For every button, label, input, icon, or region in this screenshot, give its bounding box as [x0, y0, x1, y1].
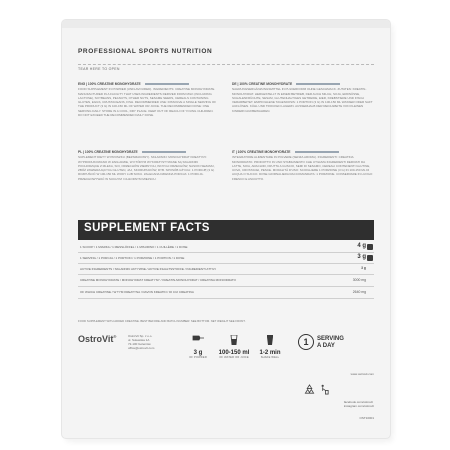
product-code: OST10001 [359, 416, 374, 420]
step-caption: OF WATER OR JUICE [219, 356, 249, 359]
step-caption: OF POWDER [189, 356, 207, 359]
footer-note: FOOD SUPPLEMENT WITH ADDED CREATINE. BEST BEFORE AND BATCH NUMBER: SEE BOTTOM. NET WEIGHT SEE FRONT. [78, 319, 246, 323]
address-line: 72-100 Goleniów [128, 342, 151, 346]
logo-text: OstroVit [78, 334, 114, 344]
bottom-strip [78, 332, 374, 372]
serving2-row [78, 253, 374, 264]
tear-instruction: TEAR HERE TO OPEN [78, 67, 120, 71]
social-links [344, 400, 374, 408]
top-seal [62, 20, 390, 28]
company-address [128, 334, 154, 350]
step-value: 3 g [193, 350, 203, 356]
lang-bar [145, 83, 189, 85]
facts-title: SUPPLEMENT FACTS [84, 222, 210, 234]
product-pouch [62, 20, 390, 438]
column-body: INTEGRATORE ALIMENTARE IN POLVERE (SENZA AROMA). INGREDIENTI: CREATINA MONOIDRATO. PRODOTTO IN UNO STABILIMENTO CHE UTILIZZA INGREDIENTI DERIVATI DA LATTE, SOIA, ARACHIDI, FRUTTA A GUSCIO, SEMI DI SESAMO, CEREALI CONTENENTI GLUTINE, UOVA, CROSTACEI, PESCE. MODALITÀ D'USO: SCIOGLIERE 1 PORZIONE (3 G) IN 100-150 ML DI ACQUA O SUCCO. DOSE GIORNALIERA RACCOMANDATA: 1 PORZIONE. CONSERVARE IN LUOGO FRESCO E ASCIUTTO. [232, 155, 373, 181]
social-instagram: instagram.com/ostrovit [343, 404, 374, 408]
of-which-label: OF WHICH CREATINE / W TYM KREATYNA / DAVON KREATIN / DI CUI CREATINA [80, 290, 194, 294]
serving-day-line2: A DAY [317, 343, 335, 349]
column-heading: IT | 100% CREATINE MONOHYDRATE [232, 150, 291, 154]
lang-bar [296, 83, 340, 85]
serving-day-line1: SERVING [317, 336, 344, 342]
serving-day-text [317, 336, 344, 350]
lang-bar [295, 151, 339, 153]
serving2-row-value: 3 g [357, 254, 366, 260]
ingredient-label: CREATINE MONOHYDRATE / MONOHYDRAT KREATYNY / KREATIN-MONOHYDRAT / CREATINA MONOIDRATO [80, 278, 237, 282]
step-shake [254, 332, 286, 359]
scoop-icon [192, 335, 204, 345]
lang-bar [142, 151, 186, 153]
address-line: OstroVit Sp. z o.o. [128, 334, 153, 338]
shaker-icon [264, 335, 276, 345]
label-column-eng [78, 82, 218, 146]
active-header-label: ACTIVE INGREDIENTS / SKŁADNIKI AKTYWNE / AKTIVE INHALTSSTOFFE / INGREDIENTI ATTIVI [80, 267, 216, 271]
serving-count: 1 [298, 334, 314, 350]
tear-line [78, 64, 374, 65]
serving2-row-label: 1 SERVING / 1 PORCJA / 1 PORTION / 1 PORZIONE / 1 PORTION / 1 DOSE [80, 256, 185, 260]
serving-row [78, 242, 374, 253]
brand-tagline: PROFESSIONAL SPORTS NUTRITION [78, 48, 213, 55]
ingredient-row [78, 276, 374, 287]
logo-tm: ® [113, 334, 117, 339]
step-caption: SHAKE WELL [260, 356, 280, 359]
brand-logo [78, 334, 116, 344]
per-serving-label: 3 g [361, 266, 366, 270]
column-body: NAHRUNGSERGÄNZUNGSMITTEL IN PULVERFORM OHNE GESCHMACK. ZUTATEN: KREATIN-MONOHYDRAT. HERGESTELLT IN EINEM BETRIEB, DER AUCH MILCH, SOJA, ERDNÜSSE, SCHALENFRÜCHTE, SESAM, GLUTENHALTIGES GETREIDE, EIER, KREBSTIERE UND FISCH VERARBEITET. EMPFOHLENE TAGESDOSIS: 1 PORTION (3 G) IN 100-150 ML WASSER ODER SAFT AUFLÖSEN. KÜHL UND TROCKEN LAGERN. AUSSERHALB DER REICHWEITE VON KLEINEN KINDERN AUFBEWAHREN. [232, 87, 373, 113]
column-heading: PL | 100% CREATINE MONOHYDRATE [78, 150, 138, 154]
active-header-row [78, 266, 374, 275]
portion-icon [367, 255, 373, 261]
column-heading: ENG | 100% CREATINE MONOHYDRATE [78, 82, 141, 86]
serving-row-label: 1 SCOOP / 1 MIARKA / 1 MESSLÖFFEL / 1 MISURINO / 1 CUILLÈRE / 1 DOSE [80, 245, 188, 249]
of-which-row [78, 288, 374, 299]
label-column-pl [78, 150, 218, 218]
scoop-icon [367, 244, 373, 250]
label-column-it [232, 150, 374, 218]
step-value: 100-150 ml [218, 350, 250, 356]
glass-icon [228, 335, 240, 345]
step-water [218, 332, 250, 359]
address-line: ul. Sulewska 1A [128, 338, 150, 342]
address-line: office@ostrovit.com [128, 346, 155, 350]
website-url: www.ostrovit.com [350, 372, 374, 376]
step-value: 1-2 min [259, 350, 281, 356]
of-which-value: 2640 mg [352, 290, 366, 294]
serving-row-value: 4 g [357, 243, 366, 249]
step-powder [182, 332, 214, 359]
facts-header [78, 220, 374, 240]
column-body: FOOD SUPPLEMENT IN POWDER (UNFLAVOURED). INGREDIENTS: CREATINE MONOHYDRATE. MANUFACTURED IN A FACILITY THAT USES INGREDIENTS DERIVED FROM MILK (INCLUDING LACTOSE), SOYBEANS, PEANUTS, OTHER NUTS, SESAME SEEDS, CEREALS CONTAINING GLUTEN, EGGS, CRUSTACEANS, FISH. RECOMMENDED USE: DISSOLVE A SINGLE SERVING OF THE PRODUCT (3 G) IN 100-150 ML OF WATER OR JUICE. THE RECOMMENDED DOSE: ONE SERVING DAILY. STORE IN A COOL, DRY PLACE. KEEP OUT OF REACH OF YOUNG CHILDREN. DO NOT EXCEED THE RECOMMENDED DAILY DOSE. [78, 87, 217, 118]
label-column-de [232, 82, 374, 146]
ingredient-value: 3000 mg [352, 278, 366, 282]
tidyman-icon [319, 384, 330, 395]
recycle-icon [304, 384, 315, 395]
social-facebook: facebook.com/ostrovit [343, 400, 373, 404]
column-body: SUPLEMENT DIETY W PROSZKU (BEZSMAKOWY). SKŁADNIKI: MONOHYDRAT KREATYNY. WYPRODUKOWANO W ZAKŁADZIE, W KTÓRYM WYKORZYSTYWANE SĄ SKŁADNIKI POCHODZĄCE Z MLEKA, SOI, ORZECHÓW ZIEMNYCH, INNYCH ORZECHÓW, NASION SEZAMU, ZBÓŻ ZAWIERAJĄCYCH GLUTEN, JAJ, SKORUPIAKÓW, RYB. SPOSÓB UŻYCIA: 1 PORCJĘ (3 G) ROZPUŚCIĆ W 100-150 ML WODY LUB SOKU. ZALECANA DZIENNA PORCJA: 1 PORCJA. PRZECHOWYWAĆ W SUCHYM I CHŁODNYM MIEJSCU. [78, 155, 215, 181]
column-heading: DE | 100% CREATINE MONOHYDRATE [232, 82, 293, 86]
